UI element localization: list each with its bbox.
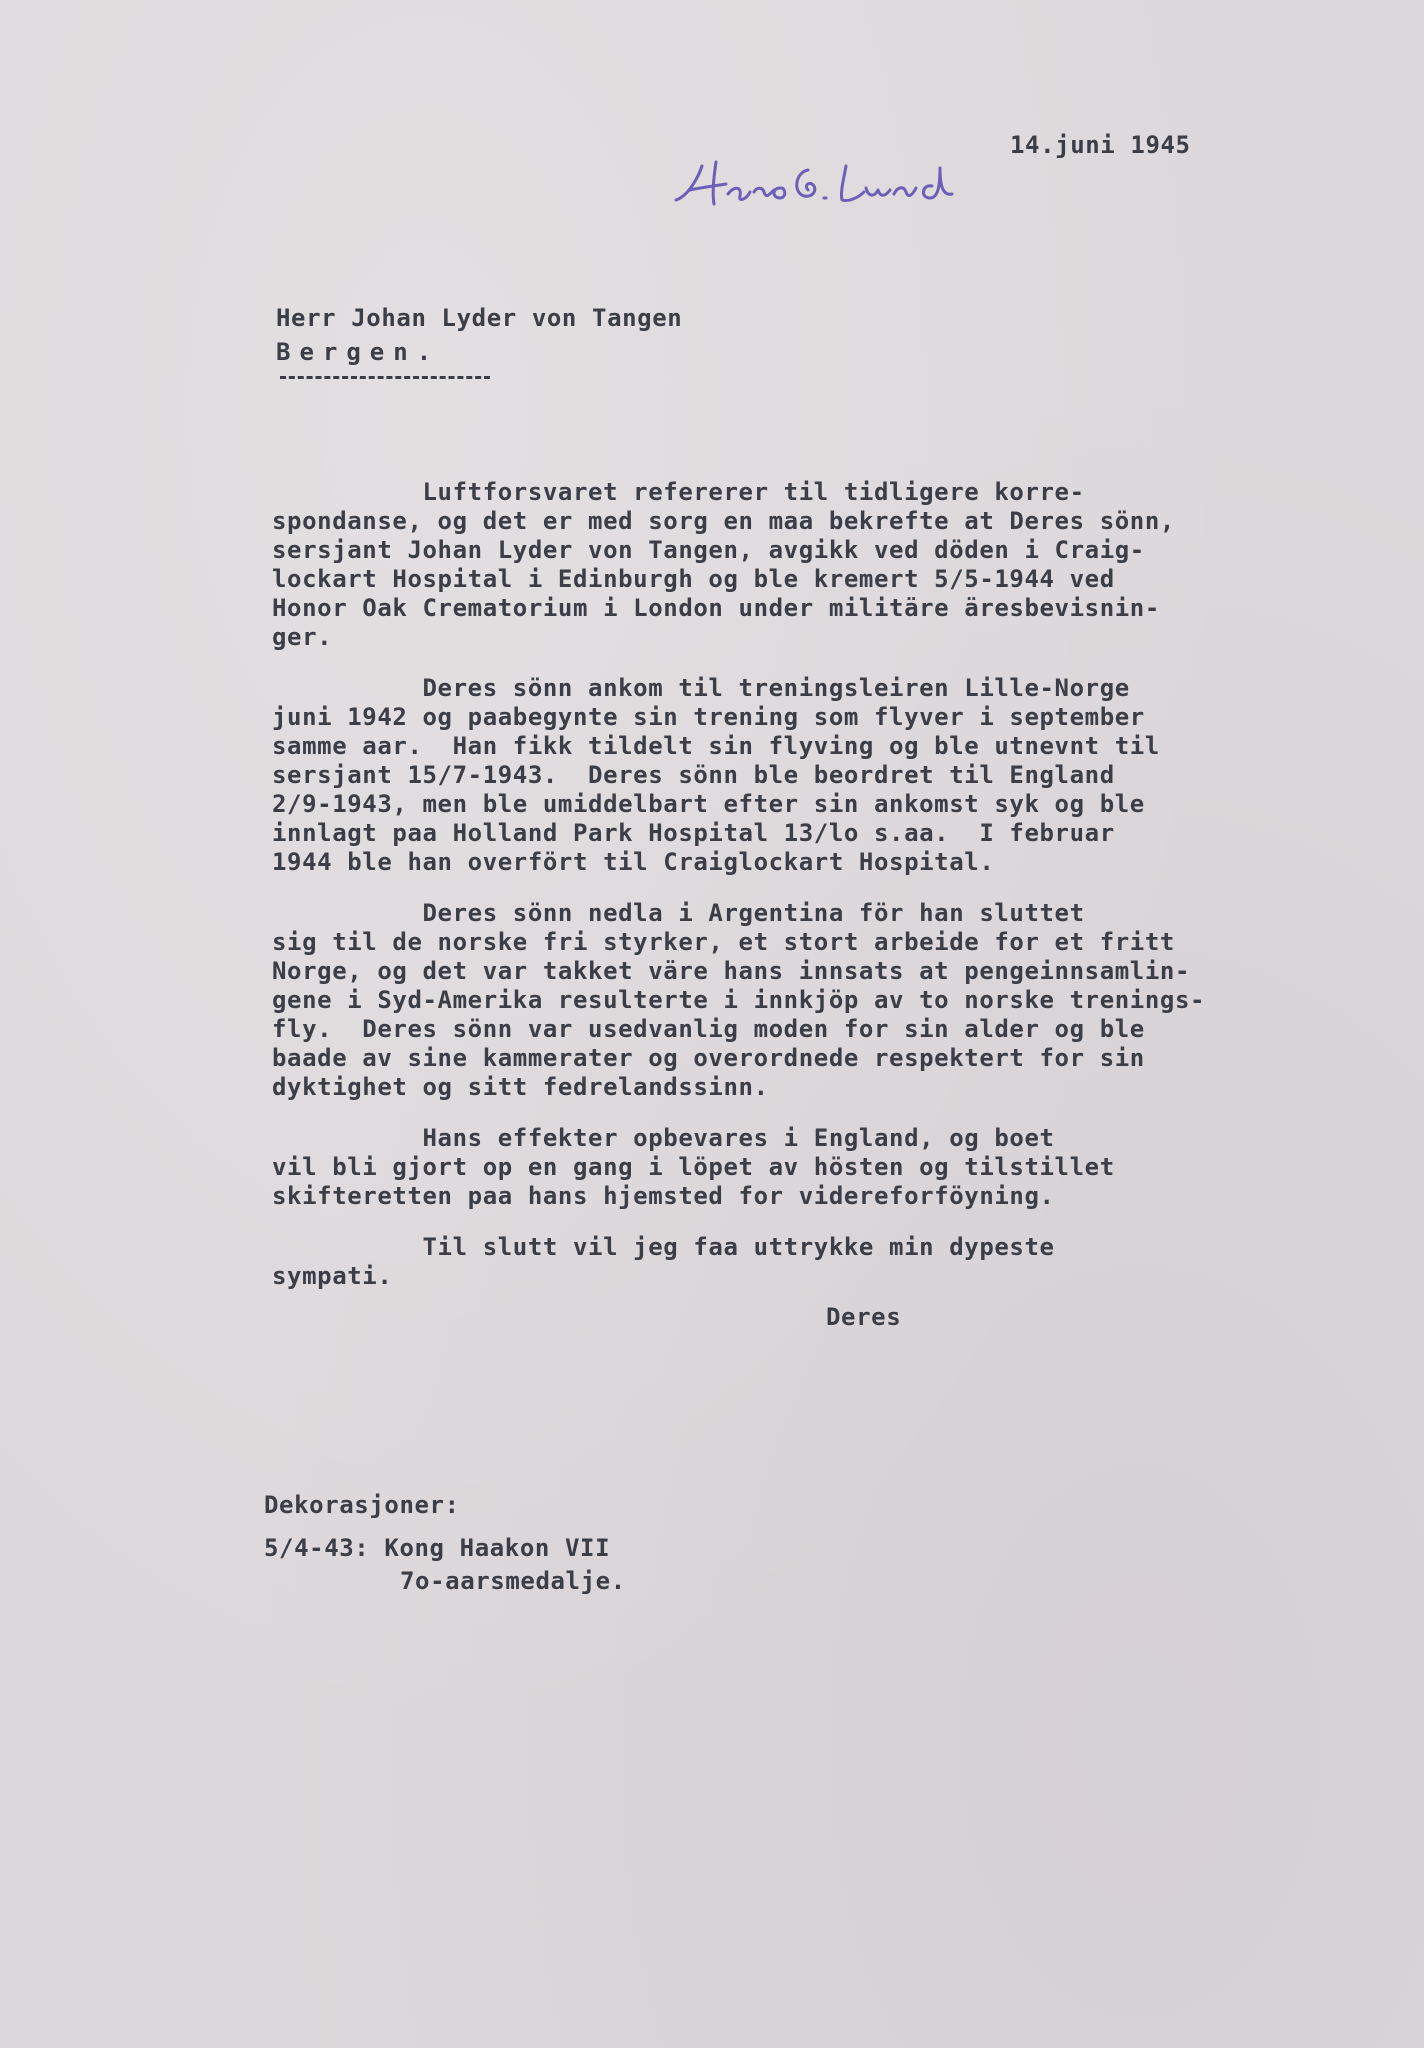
closing-salutation: Deres <box>826 1303 902 1331</box>
body-paragraph: Luftforsvaret refererer til tidligere korre- spondanse, og det er med sorg en maa bekrefte at Deres sönn, sersjant Johan Lyder von Tangen, avgikk ved döden i Craig- lockart Hospital i Edinburgh og ble kremert 5/5-1944 ved Honor Oak Crematorium i London under militäre äresbevisnin- ger. <box>272 478 1175 651</box>
body-paragraph: Hans effekter opbevares i England, og boet vil bli gjort op en gang i löpet av hösten og tilstillet skifteretten paa hans hjemsted for videreforföyning. <box>272 1124 1115 1210</box>
decoration-entry: 5/4-43: Kong Haakon VII <box>264 1534 611 1562</box>
recipient-name: Herr Johan Lyder von Tangen <box>276 304 683 332</box>
body-paragraph: Deres sönn ankom til treningsleiren Lille-Norge juni 1942 og paabegynte sin trening som flyver i september samme aar. Han fikk tildelt sin flyving og ble utnevnt til sersjant 15/7-1943. Deres sönn ble beordret til England 2/9-1943, men ble umiddelbart efter sin ankomst syk og ble innlagt paa Holland Park Hospital 13/lo s.aa. I februar 1944 ble han overfört til Craiglockart Hospital. <box>272 674 1160 876</box>
body-paragraph: Til slutt vil jeg faa uttrykke min dypeste sympati. <box>272 1233 1055 1290</box>
letter-body <box>272 478 1362 1313</box>
decoration-entry-continuation: 7o-aarsmedalje. <box>400 1567 626 1595</box>
handwritten-signature <box>668 148 988 218</box>
decorations-heading: Dekorasjoner: <box>264 1491 460 1519</box>
letter-date: 14.juni 1945 <box>1010 131 1191 159</box>
body-paragraph: Deres sönn nedla i Argentina för han sluttet sig til de norske fri styrker, et stort arbeide for et fritt Norge, og det var takket väre hans innsats at pengeinnsamlin- gene i Syd-Amerika resulterte i innkjöp av to norske trenings- fly. Deres sönn var usedvanlig moden for sin alder og ble baade av sine kammerater og overordnede respektert for sin dyktighet og sitt fedrelandssinn. <box>272 899 1206 1101</box>
recipient-city: Bergen. <box>276 338 441 366</box>
address-underline <box>280 376 490 379</box>
